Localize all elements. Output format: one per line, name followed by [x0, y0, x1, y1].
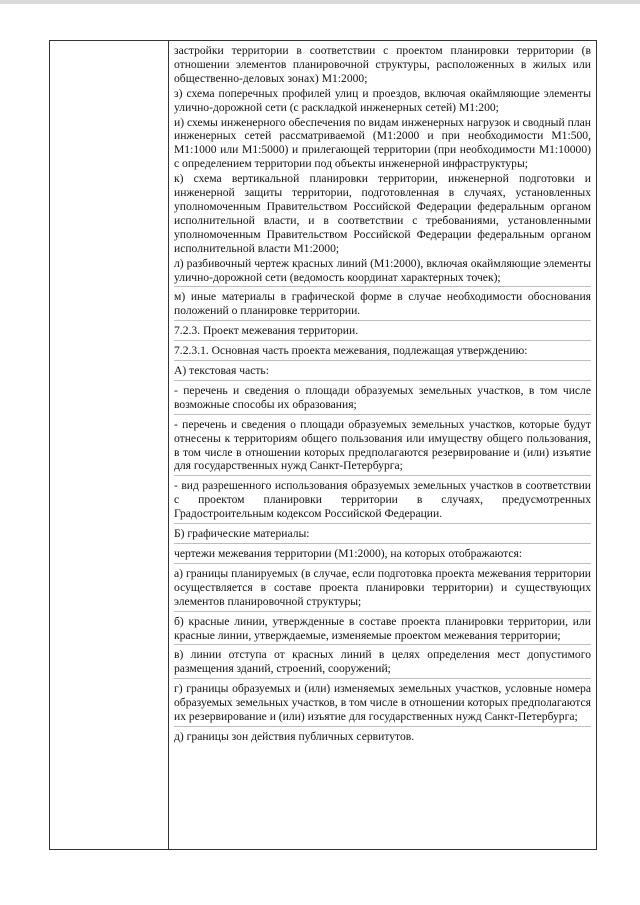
paragraph-k-vertical-planning: к) схема вертикальной планировки территории, инженерной подготовки и инженерной защиты территории, подготовленная в случаях, установленных уполномоченным Правительством Российской Федерации федеральным органом исполнительной власти, и в соответствии с требованиями, установленными уполномоченным Правительством Российской Федерации федеральным органом исполнительной власти М1:2000;: [174, 172, 591, 255]
list-item-g-plot-boundaries: г) границы образуемых и (или) изменяемых земельных участков, условные номера образуемых земельных участков, в том числе в отношении которых предполагаются их резервирование и (или) изъятие для государственных нужд Санкт-Петербурга;: [174, 682, 591, 727]
list-item-v-setback-lines: в) линии отступа от красных линий в целях определения мест допустимого размещения зданий, строений, сооружений;: [174, 648, 591, 679]
document-table: [49, 40, 597, 850]
list-item-d-servitude-zones: д) границы зон действия публичных сервитутов.: [174, 729, 415, 743]
subheading-graphic-materials: Б) графические материалы:: [174, 527, 591, 544]
top-edge-rule: [0, 0, 640, 4]
paragraph-m-other-materials: м) иные материалы в графической форме в случае необходимости обоснования положений о планировке территории.: [174, 290, 591, 321]
table-right-column: [169, 41, 596, 849]
section-heading-7-2-3-1: 7.2.3.1. Основная часть проекта межевания, подлежащая утверждению:: [174, 344, 591, 361]
list-item-a-boundaries: а) границы планируемых (в случае, если подготовка проекта межевания территории осуществляется в составе проекта планировки территории) и существующих элементов планировочной структуры;: [174, 567, 591, 612]
list-item-b-red-lines: б) красные линии, утвержденные в составе проекта планировки территории, или красные линии, утверждаемые, изменяемые проектом межевания территории;: [174, 615, 591, 646]
paragraph-z-street-profiles: з) схема поперечных профилей улиц и проездов, включая окаймляющие элементы улично-дорожной сети (с раскладкой инженерных сетей) М1:200;: [174, 86, 591, 114]
list-item-permitted-use: - вид разрешенного использования образуемых земельных участков в соответствии с проектом планировки территории в случаях, предусмотренных Градостроительным кодексом Российской Федерации.: [174, 479, 591, 524]
list-item-land-plots: - перечень и сведения о площади образуемых земельных участков, в том числе возможные способы их образования;: [174, 384, 591, 415]
table-left-column: [50, 41, 169, 849]
paragraph-zastroyka: застройки территории в соответствии с проектом планировки территории (в отношении элементов планировочной структуры, расположенных в жилых или общественно-деловых зонах) М1:2000;: [174, 44, 591, 85]
list-item-public-land-plots: - перечень и сведения о площади образуемых земельных участков, которые будут отнесены к территориям общего пользования или имуществу общего пользования, в том числе в отношении которых предполагаются резервирование и (или) изъятие для государственных нужд Санкт-Петербурга;: [174, 418, 591, 477]
paragraph-i-engineering-schemes: и) схемы инженерного обеспечения по видам инженерных нагрузок и сводный план инженерных сетей рассматриваемой (М1:2000 и при необходимости М1:500, М1:1000 или М1:5000) и прилегающей территории (при необходимости М1:10000) с определением территории под объекты инженерной инфраструктуры;: [174, 115, 591, 171]
section-heading-7-2-3: 7.2.3. Проект межевания территории.: [174, 324, 591, 341]
subheading-text-part: А) текстовая часть:: [174, 364, 591, 381]
paragraph-l-red-lines-drawing: л) разбивочный чертеж красных линий (М1:2000), включая окаймляющие элементы улично-дорожной сети (ведомость координат характерных точек);: [174, 257, 591, 288]
paragraph-survey-drawings: чертежи межевания территории (М1:2000), на которых отображаются:: [174, 547, 591, 564]
